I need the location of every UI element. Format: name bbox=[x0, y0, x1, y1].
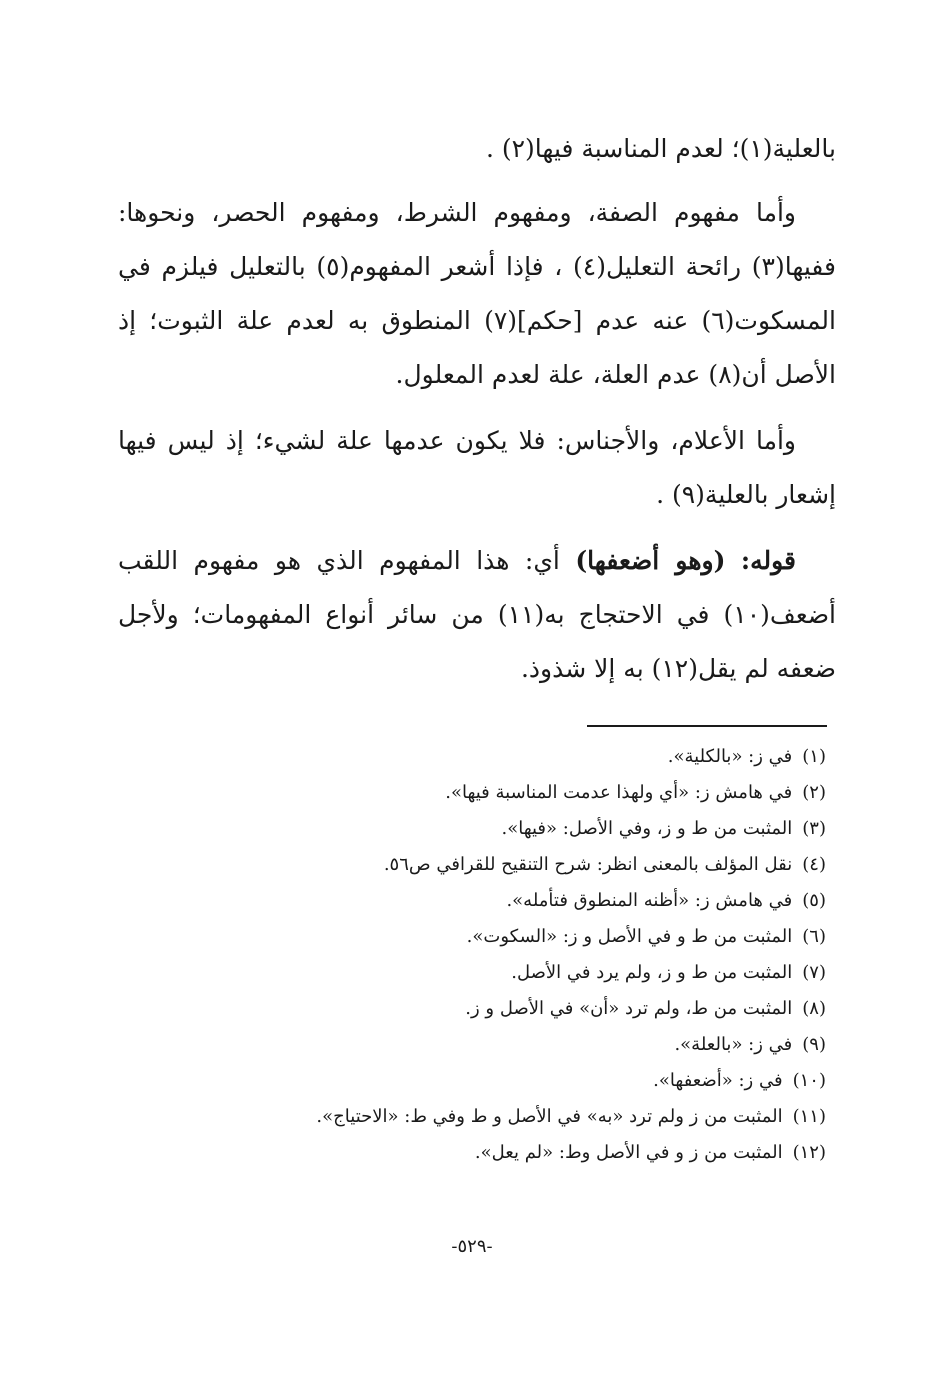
footnotes-list bbox=[206, 739, 826, 1171]
footnote bbox=[206, 739, 826, 775]
footnote-text: في ز: «بالعلة». bbox=[674, 1034, 793, 1055]
footnote-number: (١) bbox=[802, 746, 826, 767]
footnote-number: (٨) bbox=[802, 998, 826, 1019]
footnote-text: المثبت من ط و ز، وفي الأصل: «فيها». bbox=[501, 818, 793, 839]
footnote bbox=[206, 883, 826, 919]
footnote-number: (٩) bbox=[802, 1034, 826, 1055]
footnote-text: في هامش ز: «أي ولهذا عدمت المناسبة فيها». bbox=[445, 782, 793, 803]
footnote bbox=[206, 775, 826, 811]
footnote-number: (٤) bbox=[802, 854, 826, 875]
footnote-text: في هامش ز: «أظنه المنطوق فتأمله». bbox=[506, 890, 793, 911]
footnote bbox=[206, 955, 826, 991]
footnote-text: المثبت من ط و في الأصل و ز: «السكوت». bbox=[466, 926, 793, 947]
page-number: -٥٢٩- bbox=[451, 1236, 493, 1257]
footnote-text: في ز: «أضعفها». bbox=[653, 1070, 783, 1091]
paragraph: بالعلية(١)؛ لعدم المناسبة فيها(٢) . bbox=[485, 134, 836, 163]
footnote-number: (١١) bbox=[792, 1106, 826, 1127]
footnote bbox=[206, 1027, 826, 1063]
footnote-text: المثبت من ز و في الأصل وط: «لم يعل». bbox=[474, 1142, 783, 1163]
commentary-paragraph bbox=[118, 534, 836, 696]
footnote-number: (٧) bbox=[802, 962, 826, 983]
paragraph: وأما الأعلام، والأجناس: فلا يكون عدمها علة لشيء؛ إذ ليس فيها إشعار بالعلية(٩) . bbox=[118, 426, 836, 509]
footnote-number: (٥) bbox=[802, 890, 826, 911]
footnote-separator bbox=[587, 725, 827, 727]
footnote-number: (١٢) bbox=[792, 1142, 826, 1163]
footnote-number: (١٠) bbox=[792, 1070, 826, 1091]
footnote-text: المثبت من ط و ز، ولم يرد في الأصل. bbox=[511, 962, 793, 983]
footnote-text: في ز: «بالكلية». bbox=[667, 746, 793, 767]
footnote bbox=[206, 991, 826, 1027]
commentary-lead: قوله: bbox=[740, 546, 797, 575]
footnote-number: (٦) bbox=[802, 926, 826, 947]
footnote-text: المثبت من ز ولم ترد «به» في الأصل و ط وفي ط: «الاحتياج». bbox=[316, 1106, 783, 1127]
footnote-text: المثبت من ط، ولم ترد «أن» في الأصل و ز. bbox=[465, 998, 793, 1019]
footnote-text: نقل المؤلف بالمعنى انظر: شرح التنقيح للقرافي ص٥٦. bbox=[383, 854, 793, 875]
footnote bbox=[206, 1063, 826, 1099]
footnote bbox=[206, 1099, 826, 1135]
paragraph: وأما مفهوم الصفة، ومفهوم الشرط، ومفهوم الحصر، ونحوها: ففيها(٣) رائحة التعليل(٤) ، فإذا أشعر المفهوم(٥) بالتعليل فيلزم في المسكوت(٦) عنه عدم [حكم](٧) المنطوق به لعدم علة الثبوت؛ إذ الأصل أن(٨) عدم العلة، علة لعدم المعلول. bbox=[118, 198, 836, 389]
footnote-number: (٣) bbox=[802, 818, 826, 839]
footnote bbox=[206, 811, 826, 847]
footnote bbox=[206, 847, 826, 883]
commentary-text: أي: هذا المفهوم الذي هو مفهوم اللقب أضعف(١٠) في الاحتجاج به(١١) من سائر أنواع المفهومات؛ ولأجل ضعفه لم يقل(١٢) به إلا شذوذ. bbox=[118, 546, 837, 683]
footnote bbox=[206, 1135, 826, 1171]
footnote bbox=[206, 919, 826, 955]
quoted-matn: (وهو أضعفها) bbox=[575, 546, 726, 575]
footnote-number: (٢) bbox=[802, 782, 826, 803]
